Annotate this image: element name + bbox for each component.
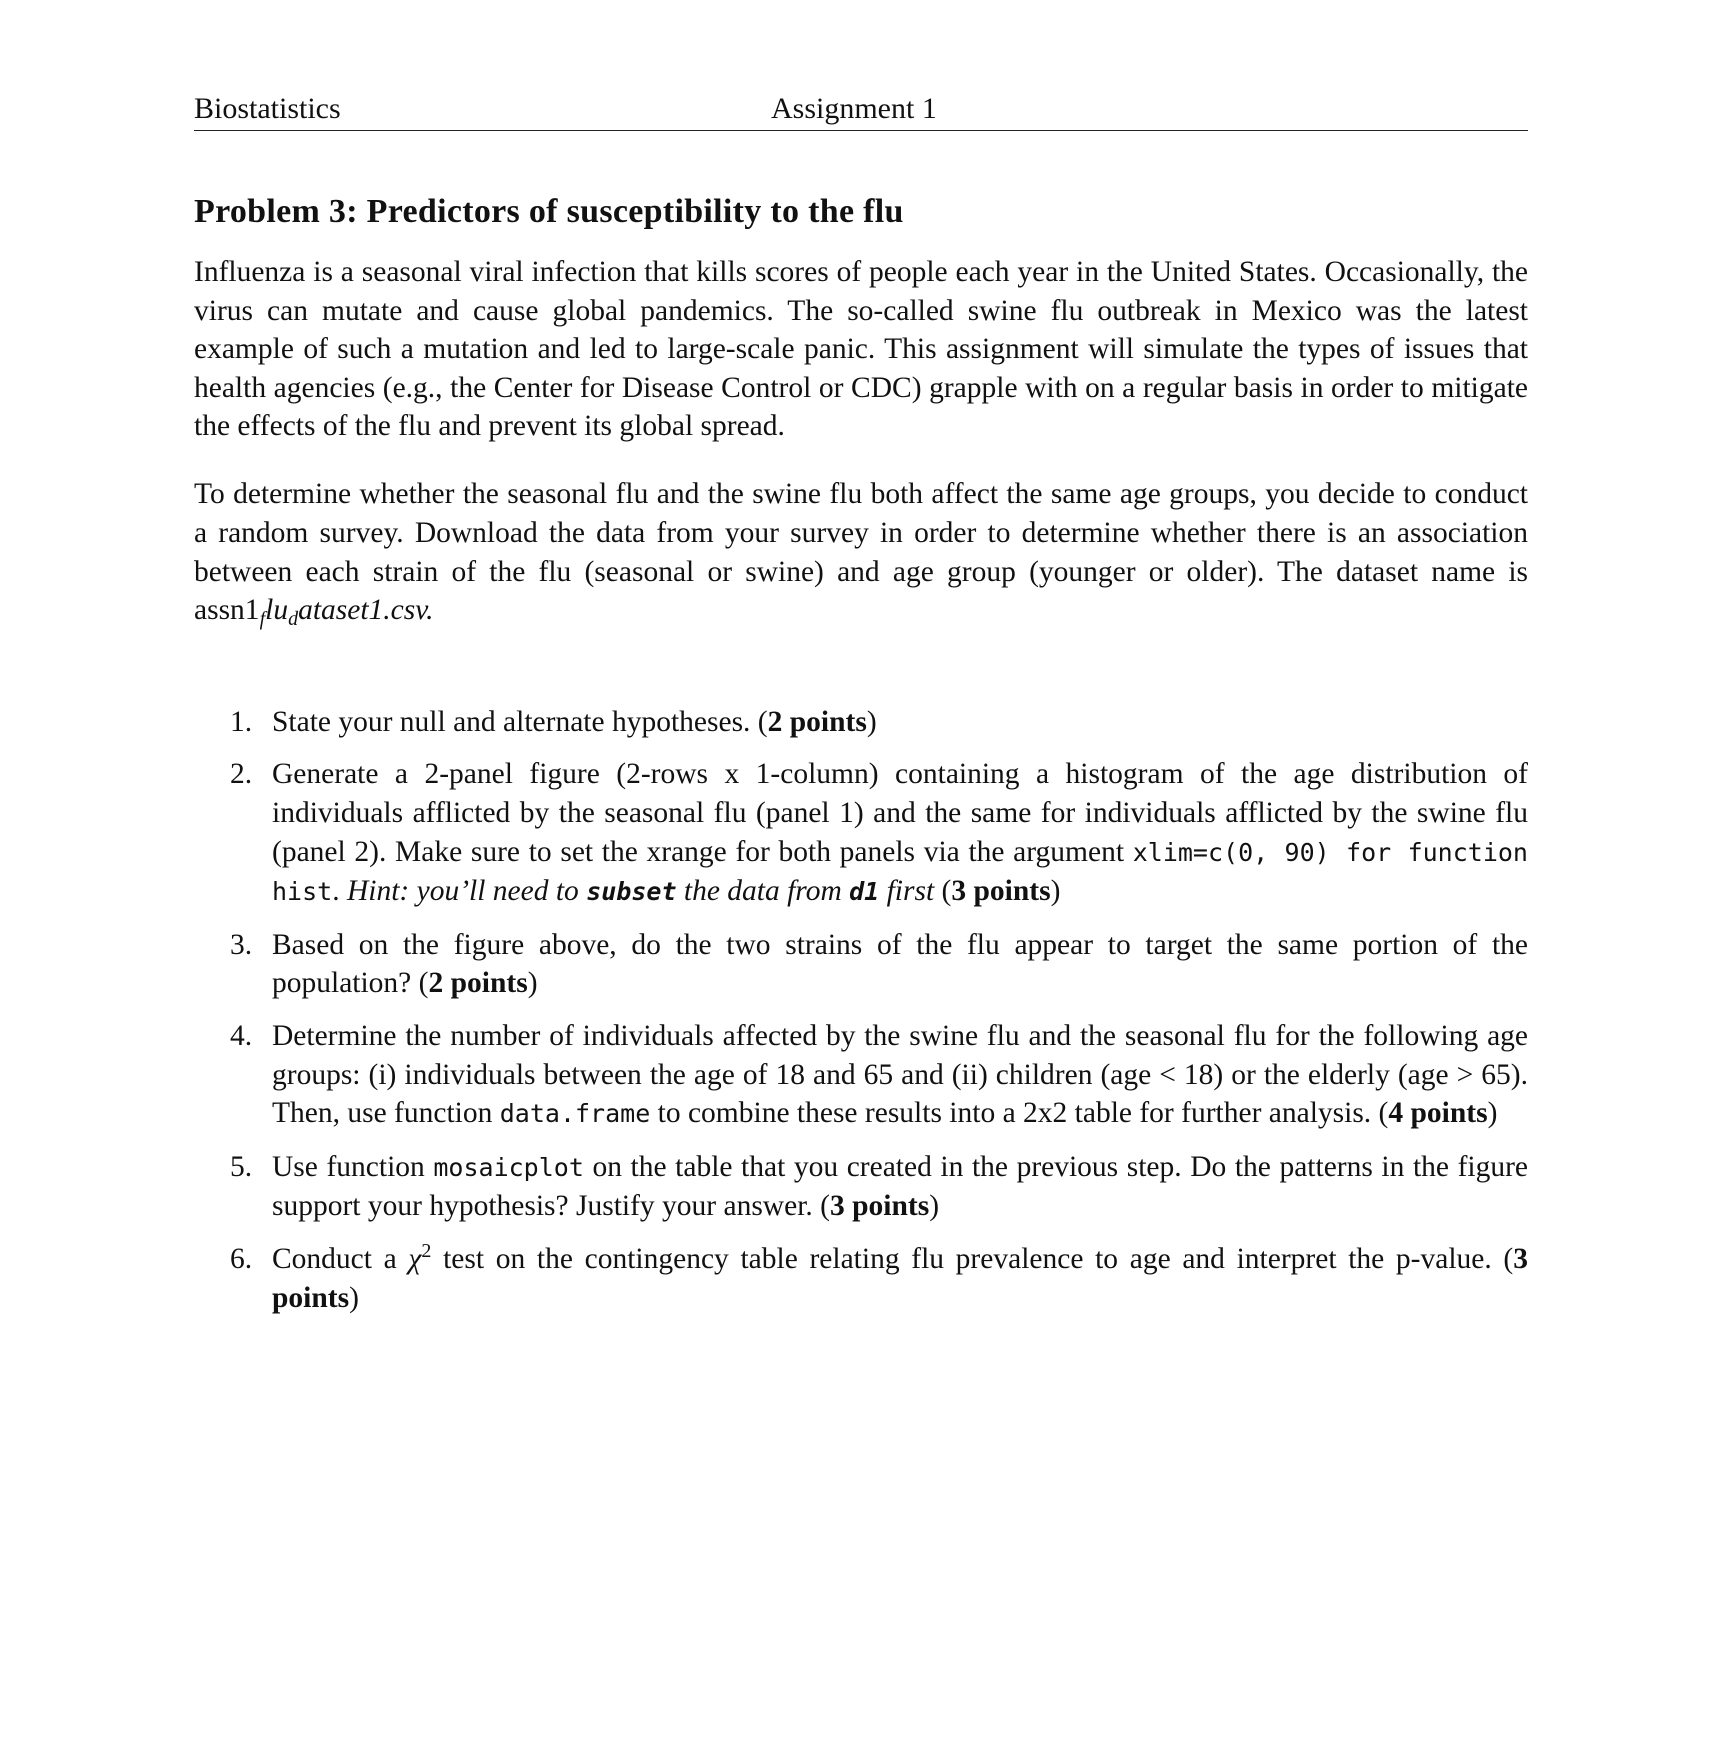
code-snippet: mosaicplot	[433, 1152, 584, 1182]
intro-paragraph-2-text: To determine whether the seasonal flu and the swine flu both affect the same age groups, you decide to conduct a random survey. Download the data from your survey in order to determine whether there is an association between each strain of the flu (seasonal or swine) and age group (younger or older). The dataset name is	[194, 478, 1528, 588]
question-close: )	[866, 705, 877, 738]
question-close: )	[1050, 875, 1061, 908]
question-number: 6.	[230, 1242, 253, 1275]
hint-mid: the data from	[676, 875, 850, 908]
question-number: 5.	[230, 1150, 253, 1183]
dataset-mid: lu	[265, 594, 289, 627]
question-text: Use function	[272, 1150, 434, 1183]
question-points: 4 points	[1388, 1097, 1488, 1130]
question-list	[194, 703, 1528, 1317]
question-item-1	[194, 703, 1528, 742]
question-number: 2.	[230, 758, 253, 791]
question-number: 4.	[230, 1020, 253, 1052]
question-text-cont: test on the contingency table relating flu prevalence to age and interpret the p-value. (	[431, 1242, 1514, 1275]
assignment-name: Assignment 1	[771, 92, 937, 125]
question-number: 1.	[230, 705, 253, 738]
dataset-suffix: ataset1.csv.	[298, 594, 434, 627]
question-text: State your null and alternate hypotheses. (	[272, 705, 768, 738]
intro-paragraph-1-text: Influenza is a seasonal viral infection that kills scores of people each year in the United States. Occasionally, the virus can mutate and cause global pandemics. The so-called swine flu outbreak in Mexico was the latest example of such a mutation and led to large-scale panic. This assignment will simulate the types of issues that health agencies (e.g., the Center for Disease Control or CDC) grapple with on a regular basis in order to mitigate the effects of the flu and prevent its global spread.	[194, 256, 1528, 443]
question-points: 2 points	[428, 967, 528, 1000]
question-text: Determine the number of individuals affected by the swine flu and the seasonal flu for the following age groups: (i) individuals between the age of 18 and 65 and (ii) children (age < 18) or the elderly (age > 65). Then, use function	[272, 1020, 1528, 1130]
question-text-cont: on the table that you created in the previous step. Do the patterns in the figure support your hypothesis? Justify your answer. (	[272, 1150, 1529, 1223]
question-points: 3 points	[829, 1190, 930, 1223]
question-text: Conduct a	[272, 1242, 409, 1275]
hint-suffix: first	[879, 875, 935, 908]
page-header	[194, 88, 1528, 131]
question-number: 3.	[230, 928, 253, 961]
code-snippet: data.frame	[499, 1099, 651, 1129]
dataset-prefix: assn1	[194, 594, 260, 627]
question-close: )	[929, 1190, 940, 1223]
question-item-4	[194, 1017, 1528, 1134]
question-points: 2 points	[767, 705, 867, 738]
dataset-sub-f: f	[259, 608, 266, 631]
question-close: )	[349, 1281, 359, 1314]
document-page	[194, 88, 1528, 1331]
hint-prefix: Hint: you’ll need to	[346, 875, 587, 908]
question-close: )	[1487, 1097, 1498, 1130]
question-text-cont: .	[332, 875, 347, 908]
course-name: Biostatistics	[194, 92, 341, 125]
chi-symbol: χ	[408, 1242, 422, 1275]
question-item-3	[194, 926, 1528, 1003]
problem-title: Problem 3: Predictors of susceptibility to the flu	[194, 193, 904, 230]
question-points: 3 points	[951, 875, 1051, 908]
question-item-5	[194, 1148, 1528, 1226]
dataset-name	[194, 594, 434, 631]
question-close: )	[527, 967, 538, 1000]
question-text: Based on the figure above, do the two strains of the flu appear to target the same portion of the population? (	[272, 928, 1528, 1000]
question-points: 3 points	[272, 1242, 1528, 1314]
hint-code-d1: d1	[849, 877, 880, 907]
intro-paragraph-2	[194, 475, 1528, 638]
question-text: Generate a 2-panel figure (2-rows x 1-column) containing a histogram of the age distribution of individuals afflicted by the seasonal flu (panel 1) and the same for individuals afflicted by the swine flu (panel 2). Make sure to set the xrange for both panels via the argument	[272, 758, 1528, 868]
chi-superscript: 2	[421, 1240, 432, 1263]
code-snippet: xlim=c(0, 90) for function hist	[272, 837, 1528, 907]
question-item-2	[194, 755, 1528, 911]
question-item-6	[194, 1240, 1528, 1317]
intro-paragraph-1	[194, 253, 1528, 446]
dataset-sub-d: d	[288, 608, 299, 631]
hint-code-subset: subset	[586, 877, 677, 907]
question-text-cont: to combine these results into a 2x2 table for further analysis. (	[650, 1097, 1389, 1130]
question-open: (	[934, 875, 952, 908]
